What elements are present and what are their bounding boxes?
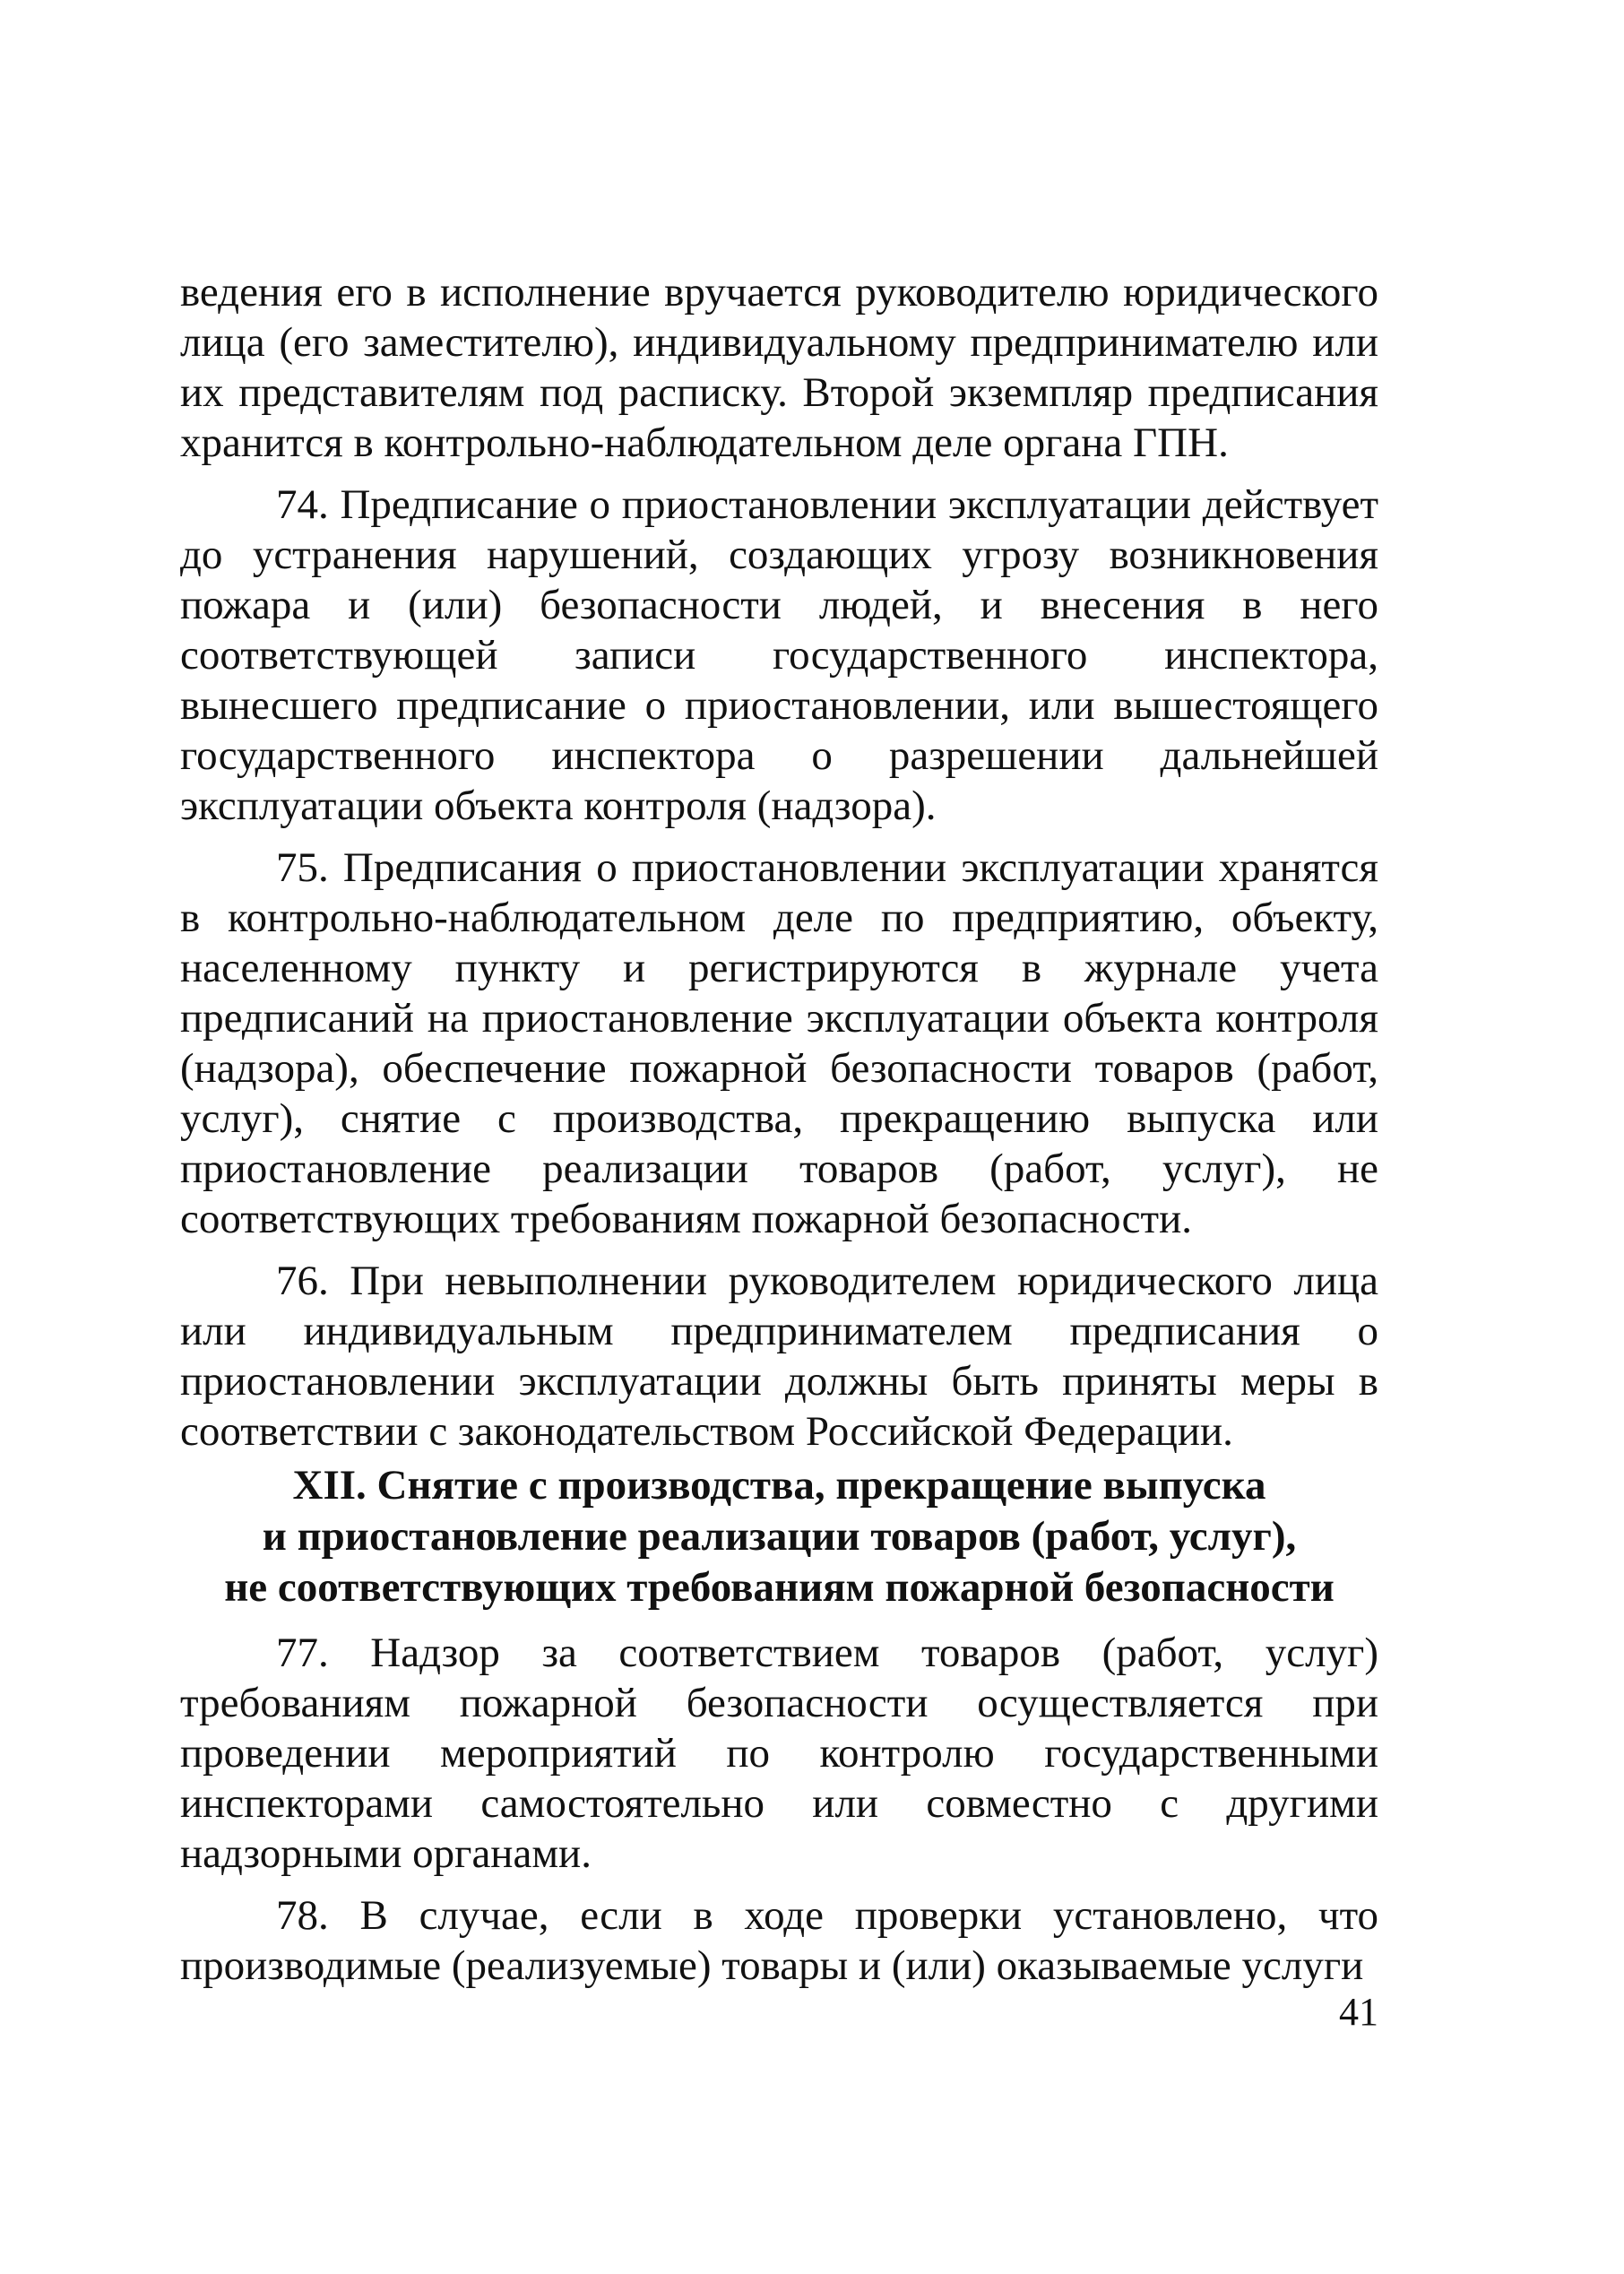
paragraph-75: 75. Предписания о приостановлении эксплуатации хранятся в контрольно-наблюдательном деле по предприятию, объекту, населенному пункту и регистрируются в журнале учета предписаний на приостановление эксплуатации объекта контроля (надзора), обеспечение пожарной безопасности товаров (работ, услуг), снятие с производства, прекращению выпуска или приостановление реализации товаров (работ, услуг), не соответствующих требованиям пожарной безопасности. (180, 844, 1378, 1242)
section-heading-line-1: XII. Снятие с производства, прекращение выпуска (292, 1462, 1266, 1509)
body-text-top (180, 267, 1378, 1457)
paragraph-74: 74. Предписание о приостановлении эксплуатации действует до устранения нарушений, создающих угрозу возникновения пожара и (или) безопасности людей, и внесения в него соответствующей записи государственного инспектора, вынесшего предписание о приостановлении, или вышестоящего государственного инспектора о разрешении дальнейшей эксплуатации объекта контроля (надзора). (180, 481, 1378, 829)
paragraph-77: 77. Надзор за соответствием товаров (работ, услуг) требованиям пожарной безопасности осуществляется при проведении мероприятий по контролю государственными инспекторами самостоятельно или совместно с другими надзорными органами. (180, 1630, 1378, 1877)
paragraph-78: 78. В случае, если в ходе проверки установлено, что производимые (реализуемые) товары и (или) оказываемые услуги (180, 1892, 1378, 1989)
section-heading-line-2: и приостановление реализации товаров (работ, услуг), (262, 1513, 1297, 1560)
page-number: 41 (1339, 1990, 1378, 2034)
paragraph-continuation: ведения его в исполнение вручается руководителю юридического лица (его заместителю), индивидуальному предпринимателю или их представителям под расписку. Второй экземпляр предписания хранится в контрольно-наблюдательном деле органа ГПН. (180, 269, 1378, 466)
body-text-bottom (180, 1628, 1378, 1991)
paragraph-76: 76. При невыполнении руководителем юридического лица или индивидуальным предпринимателем предписания о приостановлении эксплуатации должны быть приняты меры в соответствии с законодательством Российской Федерации. (180, 1258, 1378, 1455)
section-heading-line-3: не соответствующих требованиям пожарной безопасности (224, 1564, 1335, 1611)
